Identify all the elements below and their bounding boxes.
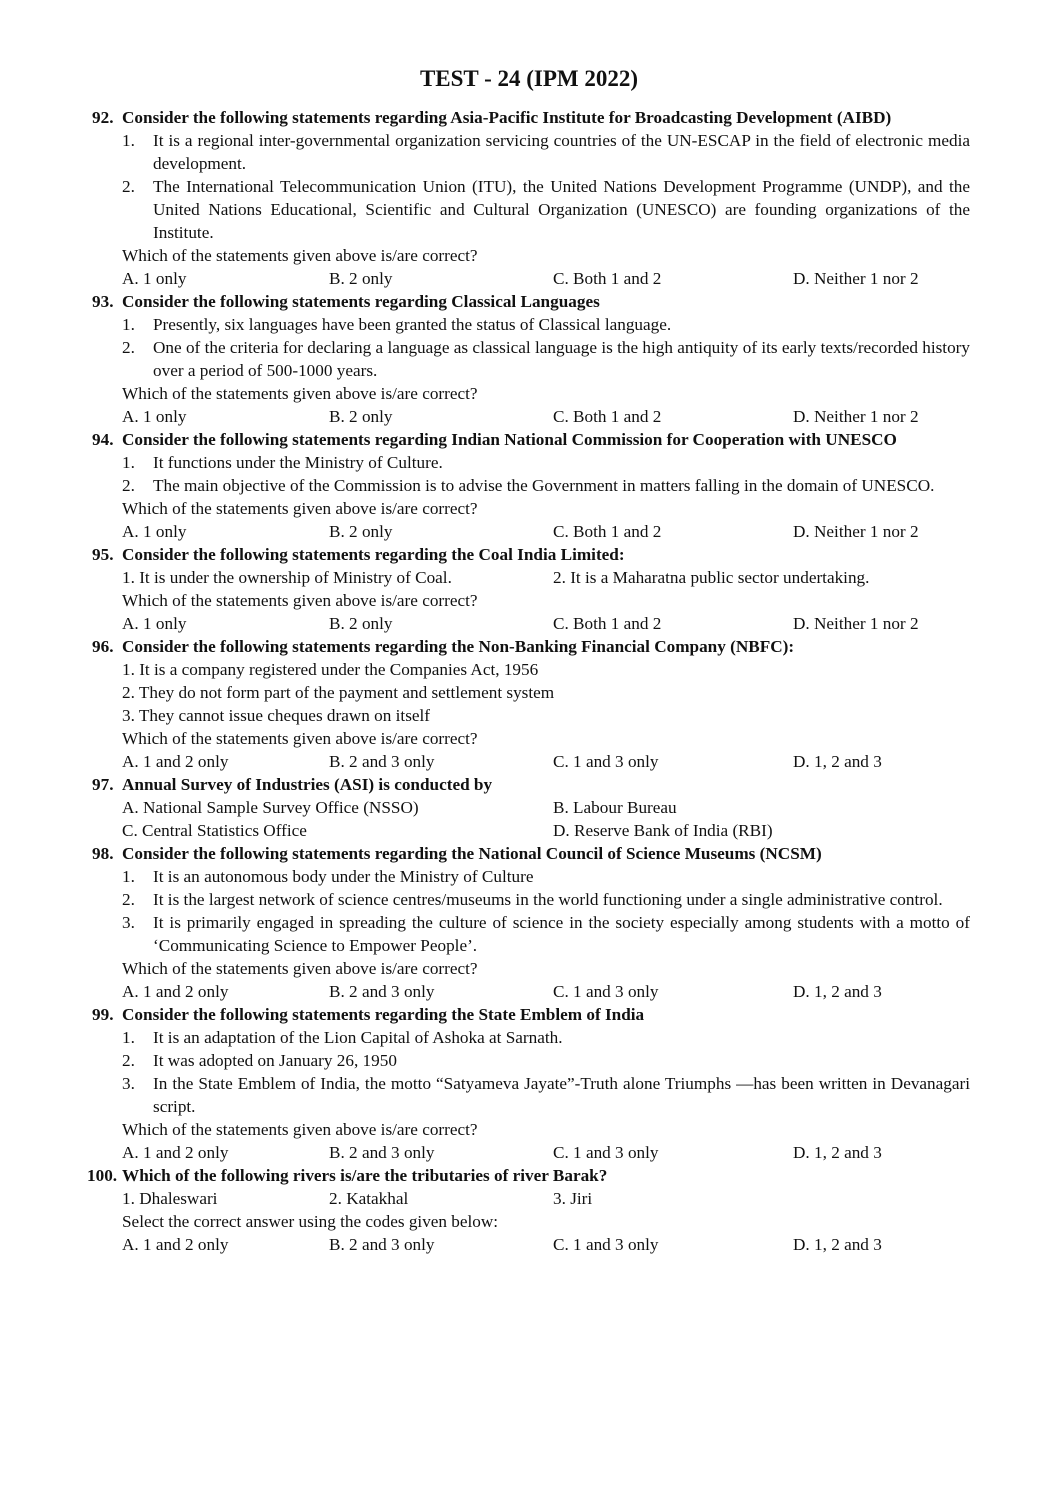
option-b: B. 2 and 3 only (329, 982, 435, 1001)
option-a: A. National Sample Survey Office (NSSO) (122, 798, 419, 817)
statement-text: It functions under the Ministry of Culture. (153, 453, 443, 472)
question-prompt: Select the correct answer using the codes given below: (122, 1212, 499, 1231)
option-a: A. 1 and 2 only (122, 1143, 229, 1162)
question-92 (92, 106, 970, 290)
option-b: B. 2 and 3 only (329, 1235, 435, 1254)
answer-options (92, 520, 970, 543)
question-93 (92, 290, 970, 428)
answer-options (92, 267, 970, 290)
statement-item (92, 888, 970, 911)
statement-text: It is an adaptation of the Lion Capital of Ashoka at Sarnath. (153, 1028, 563, 1047)
answer-options (92, 405, 970, 428)
statement-item (92, 129, 970, 175)
statement-text: 1. It is a company registered under the Companies Act, 1956 (122, 660, 539, 679)
question-list (87, 106, 970, 1256)
option-c: C. 1 and 3 only (553, 752, 659, 771)
statement-text: It is an autonomous body under the Ministry of Culture (153, 867, 534, 886)
question-prompt: Which of the statements given above is/are correct? (122, 1120, 478, 1139)
statement-item (92, 451, 970, 474)
question-95 (92, 543, 970, 635)
question-98 (92, 842, 970, 1003)
statement-row (92, 1187, 970, 1210)
question-number: 94. (92, 430, 114, 449)
answer-options (92, 819, 970, 842)
question-97 (92, 773, 970, 842)
answer-options (92, 1141, 970, 1164)
statement-text: 2. It is a Maharatna public sector undertaking. (553, 568, 870, 587)
question-heading: Consider the following statements regarding Asia-Pacific Institute for Broadcasting Development (AIBD) (122, 108, 892, 127)
question-number: 96. (92, 637, 114, 656)
option-a: A. 1 and 2 only (122, 1235, 229, 1254)
statement-item (92, 474, 970, 497)
option-a: A. 1 only (122, 269, 187, 288)
statement-item (92, 1026, 970, 1049)
statement-text: The main objective of the Commission is to advise the Government in matters falling in the domain of UNESCO. (153, 476, 935, 495)
question-prompt: Which of the statements given above is/are correct? (122, 246, 478, 265)
question-94 (92, 428, 970, 543)
option-c: C. Both 1 and 2 (553, 522, 662, 541)
answer-options (92, 1233, 970, 1256)
statement-number: 1. (122, 315, 135, 334)
option-b: B. 2 only (329, 522, 393, 541)
question-prompt: Which of the statements given above is/are correct? (122, 591, 478, 610)
answer-options (92, 612, 970, 635)
option-b: B. 2 only (329, 407, 393, 426)
question-heading: Consider the following statements regarding the Coal India Limited: (122, 545, 625, 564)
statement-number: 1. (122, 453, 135, 472)
option-c: C. Both 1 and 2 (553, 614, 662, 633)
question-prompt: Which of the statements given above is/are correct? (122, 499, 478, 518)
question-number: 95. (92, 545, 114, 564)
statement-text: In the State Emblem of India, the motto “Satyameva Jayate”-Truth alone Triumphs —has been written in Devanagari script. (153, 1074, 970, 1116)
option-a: A. 1 and 2 only (122, 752, 229, 771)
option-d: D. 1, 2 and 3 (793, 1235, 882, 1254)
statement-number: 3. (122, 1074, 135, 1093)
question-number: 98. (92, 844, 114, 863)
statement-number: 1. (122, 867, 135, 886)
statement-number: 2. (122, 338, 135, 357)
statement-text: One of the criteria for declaring a language as classical language is the high antiquity of its early texts/recorded history over a period of 500-1000 years. (153, 338, 970, 380)
statement-item (92, 336, 970, 382)
statement-text: Presently, six languages have been granted the status of Classical language. (153, 315, 672, 334)
option-b: B. Labour Bureau (553, 798, 677, 817)
option-c: C. 1 and 3 only (553, 982, 659, 1001)
statement-text: 3. They cannot issue cheques drawn on itself (122, 706, 431, 725)
question-prompt: Which of the statements given above is/are correct? (122, 729, 478, 748)
option-c: C. Both 1 and 2 (553, 407, 662, 426)
option-a: A. 1 only (122, 407, 187, 426)
option-d: D. 1, 2 and 3 (793, 752, 882, 771)
statement-text: It is primarily engaged in spreading the culture of science in the society especially among students with a motto of ‘Communicating Science to Empower People’. (153, 913, 970, 955)
statement-text: It was adopted on January 26, 1950 (153, 1051, 397, 1070)
option-c: C. Central Statistics Office (122, 821, 307, 840)
answer-options (92, 980, 970, 1003)
statement-text: 2. Katakhal (329, 1189, 409, 1208)
statement-number: 3. (122, 913, 135, 932)
option-d: D. 1, 2 and 3 (793, 982, 882, 1001)
statement-text: The International Telecommunication Union (ITU), the United Nations Development Programme (UNDP), and the United Nations Educational, Scientific and Cultural Organization (UNESCO) are founding organizations of the Institute. (153, 177, 970, 242)
question-number: 97. (92, 775, 114, 794)
statement-number: 2. (122, 476, 135, 495)
statement-text: It is the largest network of science centres/museums in the world functioning under a single administrative control. (153, 890, 943, 909)
answer-options (92, 796, 970, 819)
statement-item (92, 313, 970, 336)
answer-options (92, 750, 970, 773)
question-number: 100. (87, 1166, 118, 1185)
option-d: D. 1, 2 and 3 (793, 1143, 882, 1162)
question-number: 99. (92, 1005, 114, 1024)
question-prompt: Which of the statements given above is/are correct? (122, 959, 478, 978)
question-prompt: Which of the statements given above is/are correct? (122, 384, 478, 403)
option-a: A. 1 only (122, 614, 187, 633)
statement-item (92, 1049, 970, 1072)
statement-number: 1. (122, 131, 135, 150)
statement-item (92, 175, 970, 244)
question-heading: Consider the following statements regarding the National Council of Science Museums (NCSM) (122, 844, 822, 863)
statement-number: 2. (122, 1051, 135, 1070)
option-c: C. Both 1 and 2 (553, 269, 662, 288)
option-a: A. 1 and 2 only (122, 982, 229, 1001)
option-a: A. 1 only (122, 522, 187, 541)
statement-row (92, 566, 970, 589)
option-d: D. Neither 1 nor 2 (793, 522, 919, 541)
statement-text: 3. Jiri (553, 1189, 593, 1208)
question-99 (92, 1003, 970, 1164)
statement-text: 1. It is under the ownership of Ministry of Coal. (122, 568, 452, 587)
question-96 (92, 635, 970, 773)
option-b: B. 2 and 3 only (329, 1143, 435, 1162)
statement-number: 1. (122, 1028, 135, 1047)
statement-item (92, 1072, 970, 1118)
statement-text: It is a regional inter-governmental organization servicing countries of the UN-ESCAP in the field of electronic media development. (153, 131, 970, 173)
statement-number: 2. (122, 890, 135, 909)
question-heading: Annual Survey of Industries (ASI) is conducted by (122, 775, 493, 794)
question-heading: Which of the following rivers is/are the tributaries of river Barak? (122, 1166, 608, 1185)
option-c: C. 1 and 3 only (553, 1143, 659, 1162)
statement-item (92, 865, 970, 888)
question-number: 93. (92, 292, 114, 311)
statement-number: 2. (122, 177, 135, 196)
option-b: B. 2 only (329, 614, 393, 633)
question-heading: Consider the following statements regarding Indian National Commission for Cooperation with UNESCO (122, 430, 897, 449)
statement-text: 1. Dhaleswari (122, 1189, 218, 1208)
statement-text: 2. They do not form part of the payment and settlement system (122, 683, 555, 702)
question-heading: Consider the following statements regarding Classical Languages (122, 292, 600, 311)
option-d: D. Reserve Bank of India (RBI) (553, 821, 773, 840)
option-b: B. 2 and 3 only (329, 752, 435, 771)
option-d: D. Neither 1 nor 2 (793, 407, 919, 426)
option-d: D. Neither 1 nor 2 (793, 269, 919, 288)
question-heading: Consider the following statements regarding the Non-Banking Financial Company (NBFC): (122, 637, 795, 656)
page-title: TEST - 24 (IPM 2022) (419, 66, 639, 91)
option-c: C. 1 and 3 only (553, 1235, 659, 1254)
question-heading: Consider the following statements regarding the State Emblem of India (122, 1005, 645, 1024)
question-100 (87, 1164, 970, 1256)
option-b: B. 2 only (329, 269, 393, 288)
question-number: 92. (92, 108, 114, 127)
option-d: D. Neither 1 nor 2 (793, 614, 919, 633)
statement-item (92, 911, 970, 957)
